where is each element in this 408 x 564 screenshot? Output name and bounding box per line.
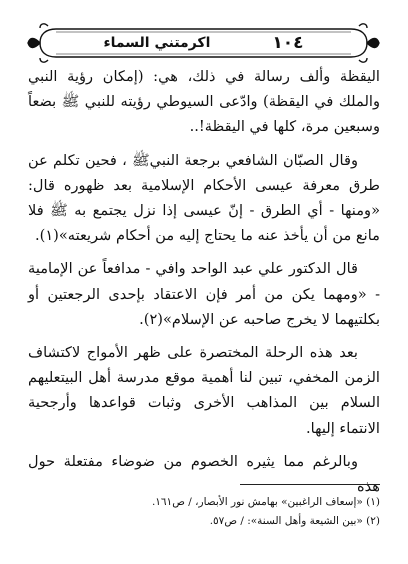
running-title: اكرمتني السماء (103, 35, 211, 51)
page-number: ١٠٤ (272, 33, 304, 53)
paragraph: وبالرغم مما يثيره الخصوم من ضوضاء مفتعلة حول هذه (28, 452, 380, 496)
footnotes (28, 493, 380, 531)
paragraph: وقال الصبّان الشافعي برجعة النبيﷺ ، فحين تكلم عن طرق معرفة عيسى الأحكام الإسلامية بعد ظهوره قال: «ومنها - أي الطرق - إنّ عيسى إذا نزل يجتمع به ﷺ فلا مانع من أن يأخذ عنه ما يحتاج إليه من أحكام شريعته»(١). (28, 151, 380, 245)
page-header (26, 22, 381, 64)
paragraph: قال الدكتور علي عبد الواحد وافي - مدافعاً عن الإمامية - «ومهما يكن من أمر فإن الاعتقاد بإحدى الرجعتين أو بكلتيهما لا يخرج صاحبه عن الإسلام»(٢). (28, 260, 380, 328)
footnote: (٢) «بين الشيعة وأهل السنة»: / ص٥٧. (209, 515, 380, 527)
footnote: (١) «إسعاف الراغبين» بهامش نور الأبصار، / ص١٦١. (151, 496, 380, 508)
paragraph: بعد هذه الرحلة المختصرة على ظهر الأمواج لاكتشاف الزمن المخفي، تبين لنا أهمية موقع مدرسة أهل البيتعليهم السلام بين المذاهب الأخرى وثبات قواعدها وأرجحية الانتماء إليها. (28, 344, 380, 437)
paragraph: اليقظة وألف رسالة في ذلك، هي: (إمكان رؤية النبي والملك في اليقظة) وادّعى السيوطي رؤيته للنبي ﷺ بضعاً وسبعين مرة، كلها في اليقظة!.. (28, 68, 380, 136)
footnote-separator (240, 484, 380, 485)
main-text (28, 64, 380, 499)
